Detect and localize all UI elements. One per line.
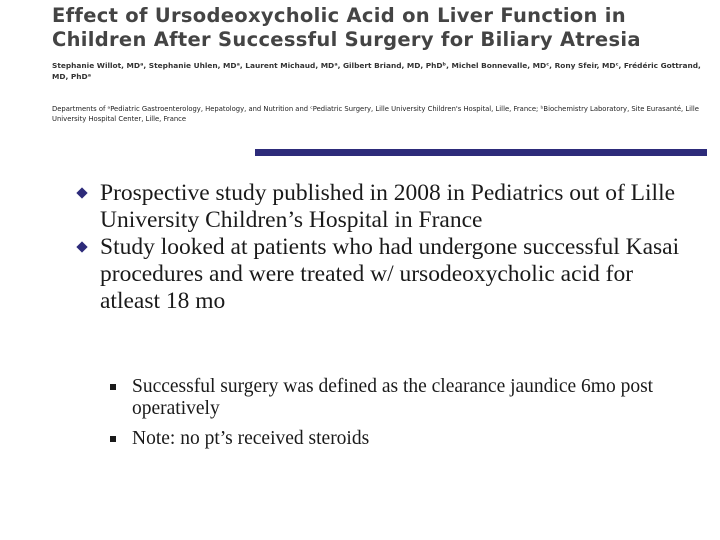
sub-bullet-text: Note: no pt’s received steroids — [132, 428, 370, 449]
main-bullet-list — [68, 180, 698, 315]
diamond-bullet-icon — [76, 187, 87, 198]
sub-bullet-text: Successful surgery was defined as the clearance jaundice 6mo post operatively — [132, 376, 654, 419]
accent-bar — [255, 149, 707, 156]
square-bullet-icon — [110, 436, 116, 442]
diamond-bullet-icon — [76, 241, 87, 252]
bullet-text: Study looked at patients who had undergone successful Kasai procedures and were treated w/ ursodeoxycholic acid for atleast 18 mo — [100, 234, 680, 314]
paper-title — [52, 4, 712, 52]
list-item — [110, 376, 700, 420]
paper-header-image — [52, 4, 712, 124]
sub-bullet-list — [110, 376, 700, 458]
paper-title-line-2: Children After Successful Surgery for Biliary Atresia — [52, 28, 641, 51]
list-item — [68, 234, 698, 315]
list-item — [68, 180, 698, 234]
paper-authors: Stephanie Willot, MDᵃ, Stephanie Uhlen, MDᵃ, Laurent Michaud, MDᵃ, Gilbert Briand, MD, PhDᵇ, Michel Bonnevalle, MDᶜ, Rony Sfeir, MDᶜ, Frédéric Gottrand, MD, PhDᵃ — [52, 61, 701, 81]
bullet-text: Prospective study published in 2008 in Pediatrics out of Lille University Children’s Hospital in France — [100, 180, 676, 233]
square-bullet-icon — [110, 384, 116, 390]
list-item — [110, 428, 700, 450]
paper-title-line-1: Effect of Ursodeoxycholic Acid on Liver Function in — [52, 4, 626, 27]
paper-affiliation: Departments of ᵃPediatric Gastroenterology, Hepatology, and Nutrition and ᶜPediatric Surgery, Lille University Children's Hospital, Lille, France; ᵇBiochemistry Laboratory, Site Eurasanté, Lille University Hospital Center, Lille, France — [52, 105, 699, 123]
